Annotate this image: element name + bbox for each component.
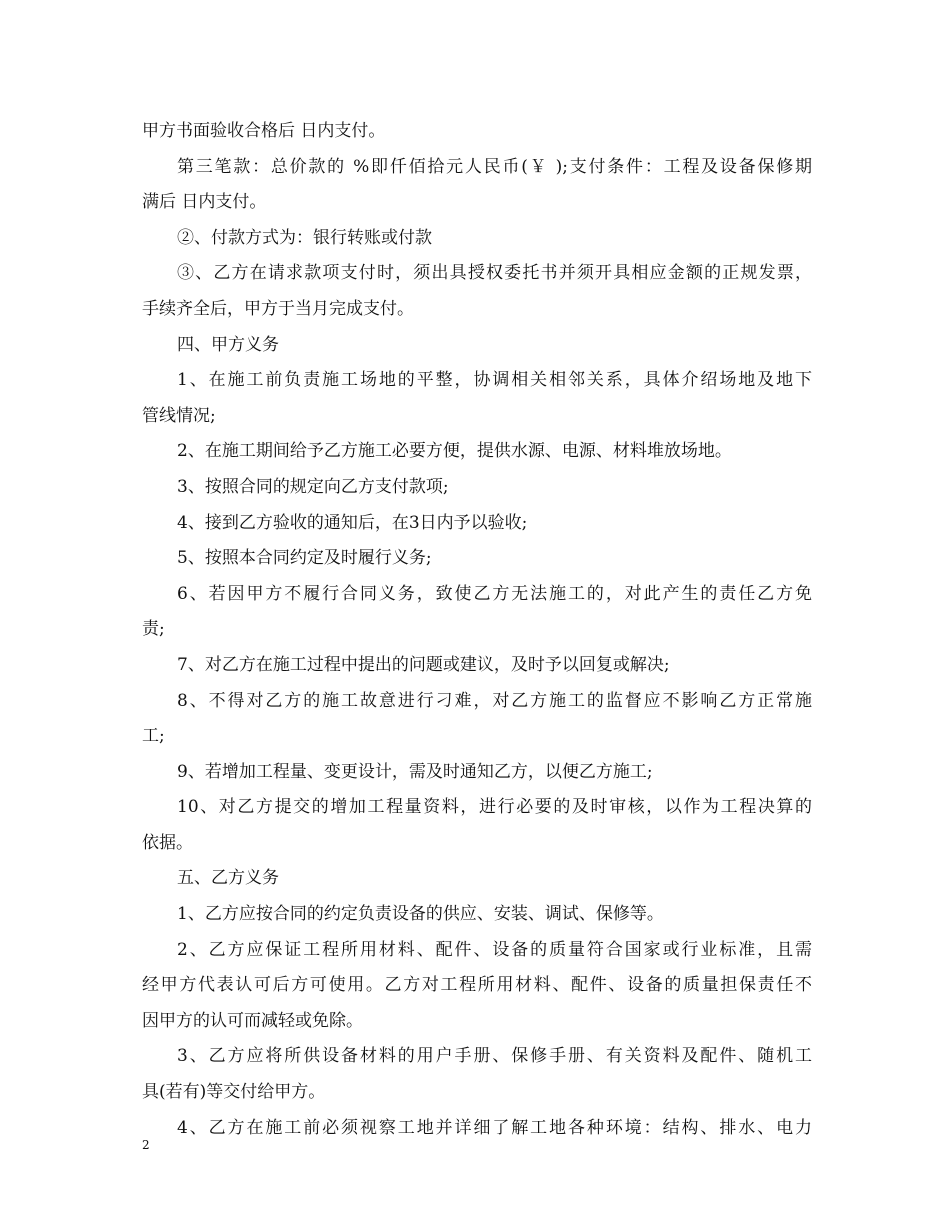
text-line: ②、付款方式为：银行转账或付款 (177, 227, 432, 248)
text-line: 依据。 (142, 832, 193, 853)
text-line: 4、乙方在施工前必须视察工地并详细了解工地各种环境：结构、排水、电力 (177, 1117, 812, 1138)
section-heading: 四、甲方义务 (177, 334, 279, 355)
text-line: 10、对乙方提交的增加工程量资料，进行必要的及时审核，以作为工程决算的 (177, 797, 812, 818)
text-line: 手续齐全后，甲方于当月完成支付。 (142, 298, 414, 319)
text-line: 具(若有)等交付给甲方。 (142, 1082, 326, 1103)
text-line: 责; (142, 619, 165, 640)
page-number: 2 (142, 1138, 150, 1152)
text-line: 1、乙方应按合同的约定负责设备的供应、安装、调试、保修等。 (177, 904, 664, 925)
document-body (142, 114, 812, 1146)
text-line: 满后 日内支付。 (142, 192, 267, 213)
text-line: 8、不得对乙方的施工故意进行刁难，对乙方施工的监督应不影响乙方正常施 (177, 690, 812, 711)
text-line: 1、在施工前负责施工场地的平整，协调相关相邻关系，具体介绍场地及地下 (177, 370, 812, 391)
text-line: ③、乙方在请求款项支付时，须出具授权委托书并须开具相应金额的正规发票， (177, 263, 812, 284)
section-heading: 五、乙方义务 (177, 868, 279, 889)
text-line: 第三笔款：总价款的 %即仟佰拾元人民币(￥ );支付条件：工程及设备保修期 (177, 156, 812, 177)
text-line: 工; (142, 726, 165, 747)
text-line: 甲方书面验收合格后 日内支付。 (142, 121, 386, 141)
text-line: 管线情况; (142, 405, 216, 426)
text-line: 经甲方代表认可后方可使用。乙方对工程所用材料、配件、设备的质量担保责任不 (142, 975, 812, 996)
text-line: 4、接到乙方验收的通知后，在3日内予以验收; (177, 512, 528, 533)
text-line: 9、若增加工程量、变更设计，需及时通知乙方，以便乙方施工; (177, 761, 653, 782)
text-line: 3、乙方应将所供设备材料的用户手册、保修手册、有关资料及配件、随机工 (177, 1046, 812, 1067)
text-line: 因甲方的认可而减轻或免除。 (142, 1010, 363, 1031)
text-line: 2、在施工期间给予乙方施工必要方便，提供水源、电源、材料堆放场地。 (177, 441, 732, 462)
text-line: 5、按照本合同约定及时履行义务; (177, 548, 432, 569)
text-line: 2、乙方应保证工程所用材料、配件、设备的质量符合国家或行业标准，且需 (177, 939, 812, 960)
text-line: 7、对乙方在施工过程中提出的问题或建议，及时予以回复或解决; (177, 654, 670, 675)
text-line: 6、若因甲方不履行合同义务，致使乙方无法施工的，对此产生的责任乙方免 (177, 583, 812, 604)
text-line: 3、按照合同的规定向乙方支付款项; (177, 476, 449, 497)
